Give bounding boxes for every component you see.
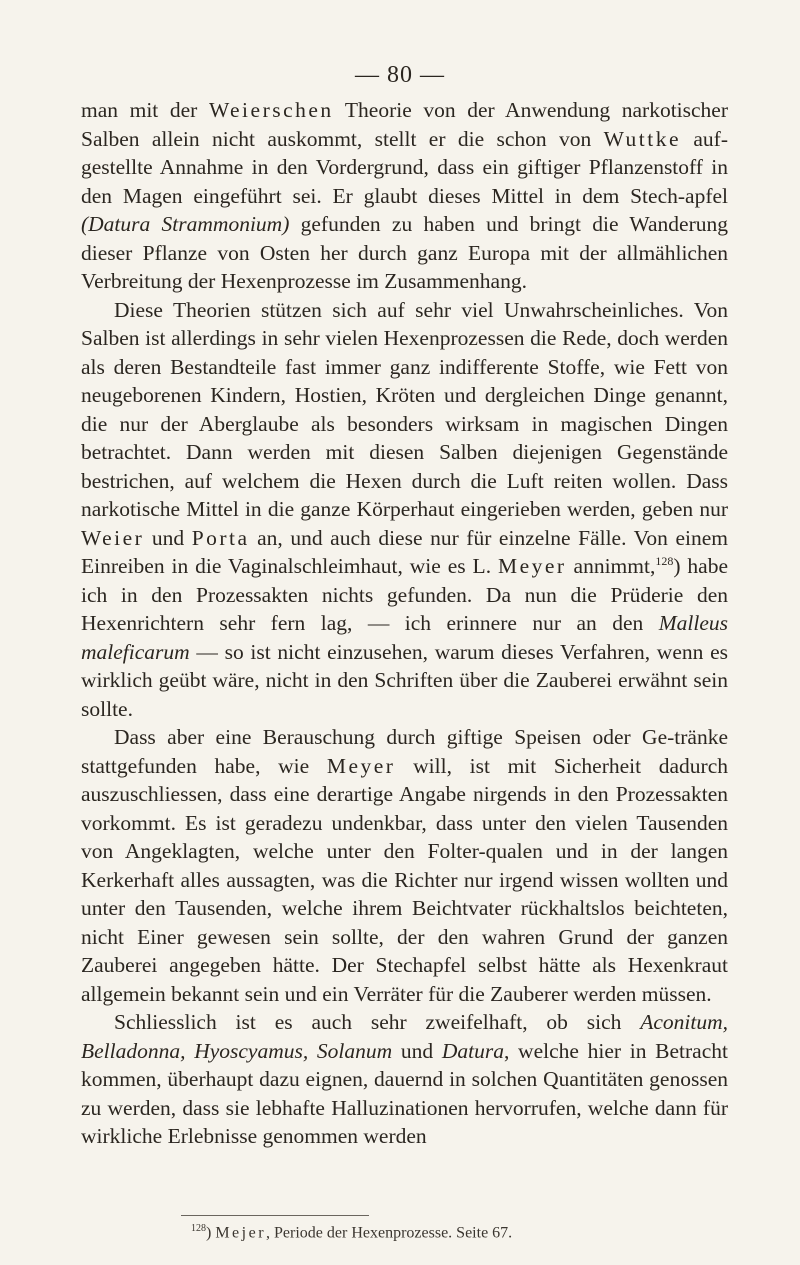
text-span: Diese Theorien stützen sich auf sehr viel Unwahrscheinliches. Von Salben ist allerdings in sehr vielen Hexenprozessen die Rede, doch werden als deren Bestandteile fast immer ganz indifferente Stoffe, wie Fett von neugeborenen Kindern, Hostien, Kröten und dergleichen Dinge genannt, die nur der Aberglaube als besonders wirksam in magischen Dingen betrachtet. Dann werden mit diesen Salben diejenigen Gegenstände bestrichen, auf welchem die Hexen durch die Luft reiten wollen. Dass narkotische Mittel in die ganze Körperhaut eingerieben werden, geben nur bbox=[81, 297, 728, 521]
name-weier: Weierschen bbox=[208, 98, 334, 122]
body-text bbox=[81, 96, 728, 1151]
text-span: Theorie von der Anwendung narkotischer Salben allein nicht auskommt, stellt er die schon von bbox=[81, 98, 729, 151]
text-span: man mit der bbox=[81, 98, 209, 122]
text-span: und bbox=[144, 525, 192, 550]
latin-term: (Datura Strammonium) bbox=[81, 212, 290, 236]
page-number: — 80 — bbox=[355, 62, 445, 88]
footnote-author: Mejer bbox=[215, 1224, 267, 1242]
latin-plant-names: Aconitum, Belladonna, Hyoscyamus, Solanum bbox=[81, 1010, 728, 1063]
text-span: Schliesslich ist es auch sehr zweifelhaft, ob sich bbox=[114, 1010, 641, 1034]
name-meyer: Meyer bbox=[497, 554, 567, 578]
name-weier: Weier bbox=[81, 525, 145, 550]
text-span: auf-gestellte Annahme in den Vordergrund, dass ein giftiger Pflanzenstoff in den Magen eingeführt sei. Er glaubt dieses Mittel in dem Stech-apfel bbox=[81, 126, 728, 208]
text-span: gefunden zu haben und bringt die Wanderung dieser Pflanze von Osten her durch ganz Europa mit der allmählichen Verbreitung der Hexenprozesse im Zusammenhang. bbox=[81, 212, 728, 293]
paragraph-2 bbox=[81, 296, 728, 724]
text-span: annimmt, bbox=[566, 554, 656, 578]
paragraph-4 bbox=[81, 1008, 728, 1151]
text-span: Dass aber eine Berauschung durch giftige Speisen oder Ge-tränke stattgefunden habe, wie bbox=[81, 725, 728, 778]
text-span: ) habe ich in den Prozessakten nichts gefunden. Da nun die Prüderie den Hexenrichtern sehr fern lag, — ich erinnere nur an den bbox=[81, 554, 729, 635]
text-span: an, und auch diese nur für einzelne Fälle. Von einem Einreiben in die Vaginalschleimhaut, wie es L. bbox=[81, 525, 729, 578]
footnote-ref[interactable]: 128 bbox=[655, 553, 674, 568]
name-porta: Porta bbox=[191, 525, 250, 550]
latin-plant-name: Datura bbox=[441, 1038, 504, 1063]
text-span: — so ist nicht einzusehen, warum dieses Verfahren, wenn es wirklich geübt wäre, nicht in den Schriften über die Zauberei erwähnt sein sollte. bbox=[81, 639, 728, 721]
footnote-divider bbox=[181, 1215, 369, 1216]
name-wuttke: Wuttke bbox=[603, 126, 682, 151]
text-span: , welche hier in Betracht kommen, überhaupt dazu eignen, dauernd in solchen Quantitäten genossen zu werden, dass sie lebhafte Halluzinationen hervorrufen, welche dann für wirkliche Erlebnisse genommen werden bbox=[81, 1038, 728, 1148]
latin-title: Malleus maleficarum bbox=[81, 611, 728, 664]
text-span: und bbox=[392, 1038, 442, 1063]
paragraph-3 bbox=[81, 723, 728, 1008]
paragraph-1 bbox=[81, 96, 728, 296]
text-span: will, ist mit Sicherheit dadurch auszuschliessen, dass eine derartige Angabe nirgends in den Prozessakten vorkommt. Es ist geradezu undenkbar, dass unter den vielen Tausenden von Angeklagten, welche unter den Folter-qualen und in der langen Kerkerhaft alles aussagten, was die Richter nur irgend wissen wollten und unter den Tausenden, welche ihrem Beichtvater rückhaltslos beichteten, nicht Einer gewesen sein sollte, der den wahren Grund der ganzen Zauberei angegeben hätte. Der Stechapfel selbst hätte als Hexenkraut allgemein bekannt sein und ein Verräter für die Zauberer werden müssen. bbox=[81, 753, 728, 1006]
name-meyer: Meyer bbox=[326, 753, 396, 778]
footnote-text: , Periode der Hexenprozesse. Seite 67. bbox=[266, 1224, 513, 1242]
footnote-mark-close: ) bbox=[206, 1224, 212, 1242]
footnote-mark: 128 bbox=[191, 1223, 206, 1234]
